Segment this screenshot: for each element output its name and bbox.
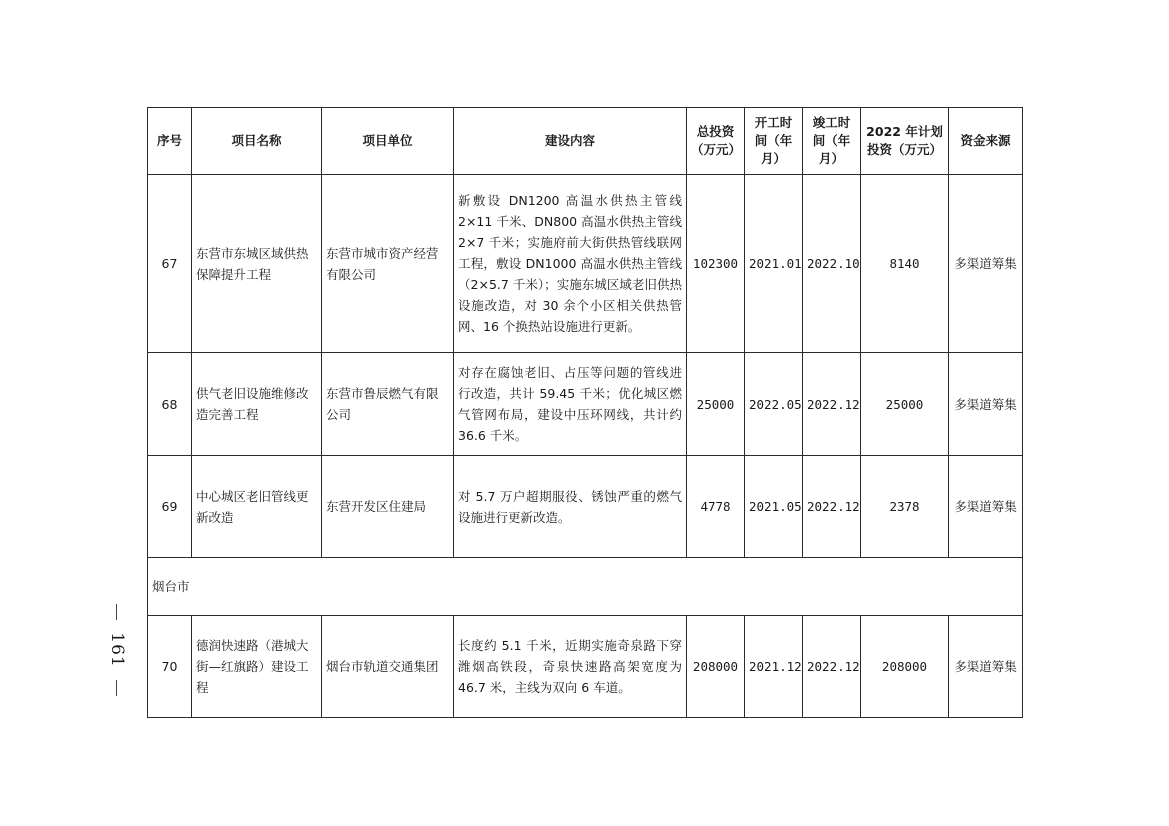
- row-unit: 东营市城市资产经营有限公司: [322, 175, 454, 353]
- row-funding: 多渠道筹集: [949, 616, 1023, 718]
- page-number-marker: [104, 600, 130, 700]
- row-name: 中心城区老旧管线更新改造: [192, 456, 322, 558]
- header-unit: 项目单位: [322, 108, 454, 175]
- row-content: 新敷设 DN1200 高温水供热主管线 2×11 千米、DN800 高温水供热主管线 2×7 千米；实施府前大街供热管线联网工程，敷设 DN1000 高温水供热主管线（2×5.7 千米）；实施东城区域老旧供热设施改造，对 30 余个小区相关供热管网、16 个换热站设施进行更新。: [454, 175, 687, 353]
- table-row: [148, 616, 1023, 718]
- header-end: 竣工时间（年月）: [803, 108, 861, 175]
- row-name: 供气老旧设施维修改造完善工程: [192, 353, 322, 456]
- row-plan2022: 8140: [861, 175, 949, 353]
- table-row: [148, 353, 1023, 456]
- region-row: [148, 558, 1023, 616]
- row-unit: 东营市鲁辰燃气有限公司: [322, 353, 454, 456]
- row-funding: 多渠道筹集: [949, 353, 1023, 456]
- row-start: 2021.05: [745, 456, 803, 558]
- header-name: 项目名称: [192, 108, 322, 175]
- row-content: 长度约 5.1 千米，近期实施奇泉路下穿潍烟高铁段，奇泉快速路高架宽度为 46.7 米，主线为双向 6 车道。: [454, 616, 687, 718]
- row-start: 2021.12: [745, 616, 803, 718]
- row-end: 2022.10: [803, 175, 861, 353]
- row-end: 2022.12: [803, 353, 861, 456]
- page-number-dash-top: [116, 604, 117, 620]
- row-unit: 东营开发区住建局: [322, 456, 454, 558]
- table-row: [148, 175, 1023, 353]
- row-seq: 68: [148, 353, 192, 456]
- header-content: 建设内容: [454, 108, 687, 175]
- header-investment: 总投资（万元）: [687, 108, 745, 175]
- row-investment: 208000: [687, 616, 745, 718]
- header-start: 开工时间（年月）: [745, 108, 803, 175]
- row-name: 德润快速路（港城大街—红旗路）建设工程: [192, 616, 322, 718]
- row-investment: 25000: [687, 353, 745, 456]
- row-content: 对 5.7 万户超期服役、锈蚀严重的燃气设施进行更新改造。: [454, 456, 687, 558]
- row-end: 2022.12: [803, 456, 861, 558]
- header-seq: 序号: [148, 108, 192, 175]
- row-seq: 69: [148, 456, 192, 558]
- region-label: 烟台市: [148, 558, 1023, 616]
- header-funding: 资金来源: [949, 108, 1023, 175]
- row-start: 2022.05: [745, 353, 803, 456]
- row-plan2022: 2378: [861, 456, 949, 558]
- row-investment: 4778: [687, 456, 745, 558]
- header-plan2022: 2022 年计划投资（万元）: [861, 108, 949, 175]
- row-investment: 102300: [687, 175, 745, 353]
- page-number-dash-bottom: [116, 680, 117, 696]
- row-start: 2021.01: [745, 175, 803, 353]
- header-row: [148, 108, 1023, 175]
- row-seq: 70: [148, 616, 192, 718]
- row-seq: 67: [148, 175, 192, 353]
- row-plan2022: 25000: [861, 353, 949, 456]
- row-plan2022: 208000: [861, 616, 949, 718]
- row-unit: 烟台市轨道交通集团: [322, 616, 454, 718]
- row-end: 2022.12: [803, 616, 861, 718]
- row-funding: 多渠道筹集: [949, 456, 1023, 558]
- row-funding: 多渠道筹集: [949, 175, 1023, 353]
- project-table: [147, 107, 1023, 718]
- row-content: 对存在腐蚀老旧、占压等问题的管线进行改造，共计 59.45 千米；优化城区燃气管网布局，建设中压环网线，共计约 36.6 千米。: [454, 353, 687, 456]
- table-row: [148, 456, 1023, 558]
- row-name: 东营市东城区域供热保障提升工程: [192, 175, 322, 353]
- page-number: 161: [107, 632, 127, 668]
